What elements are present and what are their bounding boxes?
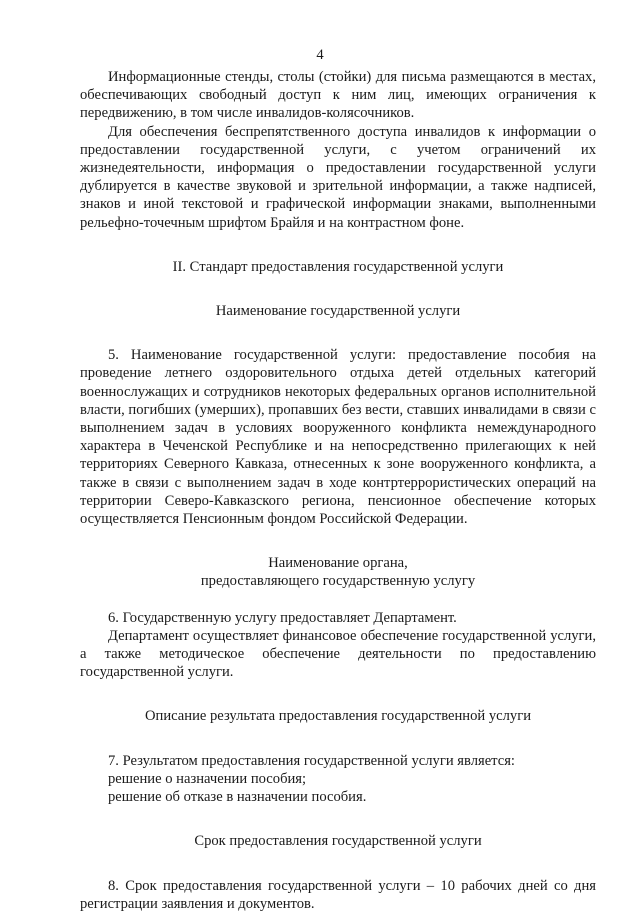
- section-heading: II. Стандарт предоставления государственной услуги: [172, 258, 504, 275]
- heading-line: Наименование органа,: [268, 555, 408, 572]
- page-number: 4: [316, 47, 324, 63]
- subsection-heading-authority: [80, 554, 596, 590]
- paragraph-accessibility: Для обеспечения беспрепятственного доступа инвалидов к информации о предоставлении государственной услуги, с учетом ограничений их жизнедеятельности, информация о предоставлении государственной услуги дублируется в качестве звуковой и зрительной информации, а также надписей, знаков и иной текстовой и графической информации знаками, выполненными рельефно-точечным шрифтом Брайля и на контрастном фоне.: [80, 123, 596, 231]
- paragraph-info-stands: Информационные стенды, столы (стойки) для письма размещаются в местах, обеспечивающих свободный доступ к ним лиц, имеющих ограничения к передвижению, в том числе инвалидов-колясочников.: [80, 69, 596, 122]
- subsection-heading-term: Срок предоставления государственной услуги: [194, 833, 482, 850]
- list-item: решение об отказе в назначении пособия.: [108, 789, 367, 806]
- paragraph-department: Департамент осуществляет финансовое обеспечение государственной услуги, а также методическое обеспечение деятельности по предоставлению государственной услуги.: [80, 627, 596, 681]
- heading-line: предоставляющего государственную услугу: [200, 573, 476, 590]
- document-body: [80, 68, 596, 913]
- paragraph-5: 5. Наименование государственной услуги: предоставление пособия на проведение летнего оздоровительного отдыха детей отдельных категорий военнослужащих и сотрудников некоторых федеральных органов исполнительной власти, погибших (умерших), пропавших без вести, ставших инвалидами в связи с выполнением задач в условиях вооруженного конфликта немеждународного характера в Чеченской Республике и на непосредственно прилегающих к ней территориях Северного Кавказа, отнесенных к зоне вооруженного конфликта, а также в связи с выполнением задач в ходе контртеррористических операций на территории Северо-Кавказского региона, пенсионное обеспечение которых осуществляется Пенсионным фондом Российской Федерации.: [80, 347, 596, 528]
- subsection-heading-service-name: Наименование государственной услуги: [215, 303, 461, 320]
- subsection-heading-result: Описание результата предоставления государственной услуги: [144, 708, 532, 725]
- list-item: решение о назначении пособия;: [108, 770, 307, 787]
- paragraph-6: 6. Государственную услугу предоставляет Департамент.: [108, 609, 457, 626]
- paragraph-7: 7. Результатом предоставления государственной услуги является:: [108, 752, 515, 769]
- paragraph-8: 8. Срок предоставления государственной услуги – 10 рабочих дней со дня регистрации заявления и документов.: [80, 877, 596, 912]
